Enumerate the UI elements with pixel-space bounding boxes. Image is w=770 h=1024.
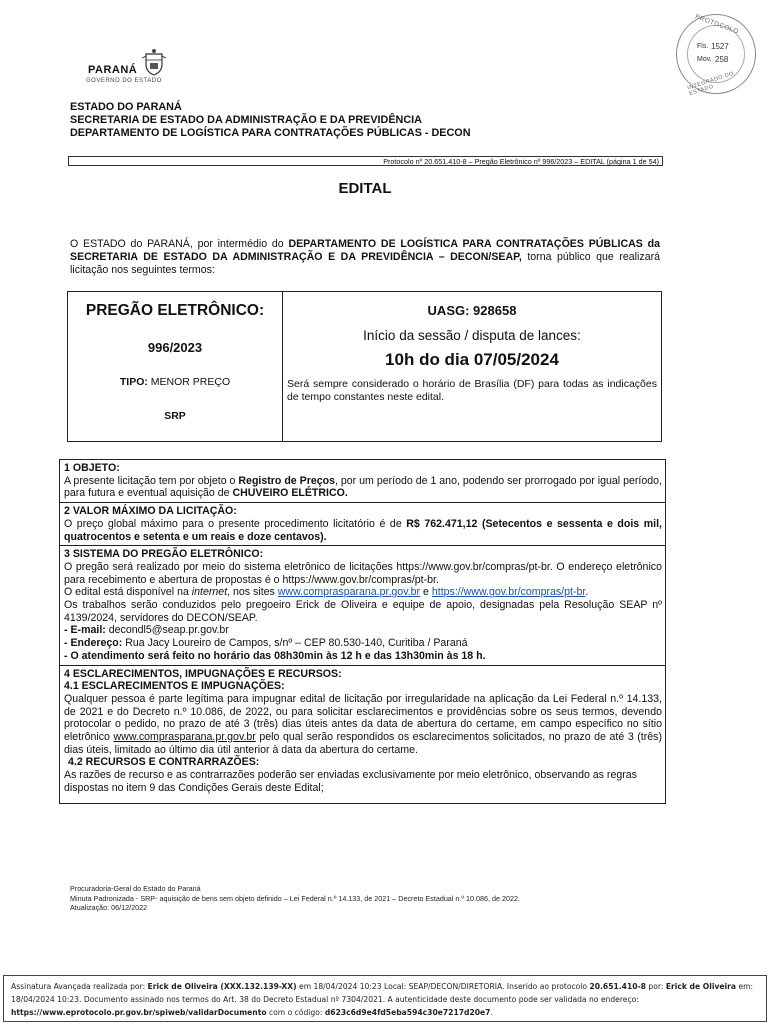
footer-line-3: Atualização: 06/12/2022 — [70, 903, 148, 913]
intro-paragraph — [70, 238, 660, 277]
sistema-paragraph-1: O pregão será realizado por meio do sistema eletrônico de licitações https://www.gov.br/compras/pt-br. O endereço eletrônico para recebimento e abertura de propostas é o https://www.gov.br/compras/pt-br. — [64, 560, 662, 586]
body-text: e — [420, 586, 432, 599]
intro-bold: DEPARTAMENTO DE LOGÍSTICA PARA CONTRATAÇÕES PÚBLICAS da SECRETARIA DE ESTADO DA ADMINISTRAÇÃO E DA PREVIDÊNCIA – DECON/SEAP, — [70, 238, 660, 263]
body-italic: internet — [191, 586, 228, 599]
subsection-title: 4.1 ESCLARECIMENTOS E IMPUGNAÇÕES: — [64, 680, 285, 693]
stamp-mov-value: 258 — [715, 55, 729, 64]
body-bold: Registro de Preços — [238, 474, 335, 487]
section-title: 4 ESCLARECIMENTOS, IMPUGNAÇÕES E RECURSOS: — [64, 667, 342, 680]
stamp-top-text: PROTOCOLO — [694, 13, 740, 36]
pregao-srp: SRP — [164, 410, 186, 422]
session-panel — [283, 292, 661, 441]
email-value: decondl5@seap.pr.gov.br — [105, 624, 229, 637]
validation-code: d623c6d9e4fd5eba594c30e7217d20e7 — [324, 1008, 491, 1017]
body-text: O preço global máximo para o presente procedimento licitatório é de — [64, 517, 407, 530]
pregao-title: PREGÃO ELETRÔNICO: — [85, 302, 265, 319]
sections-table — [59, 459, 666, 804]
protocol-stamp — [676, 13, 756, 98]
section-title: 3 SISTEMA DO PREGÃO ELETRÔNICO: — [64, 548, 264, 561]
body-text: pelo qual serão respondidos os esclarecimentos solicitados, no prazo de até 3 (três) dias úteis, limitado ao último dia útil anterior à data da abertura do certame. — [64, 731, 662, 756]
inserted-by: Erick de Oliveira — [665, 982, 737, 991]
sig-text: por: — [645, 982, 664, 991]
esclarecimentos-paragraph — [64, 693, 662, 757]
logo-subtitle: GOVERNO DO ESTADO — [86, 78, 162, 84]
session-start-label: Início da sessão / disputa de lances: — [363, 328, 581, 343]
sig-text: . — [490, 1008, 493, 1017]
header-line-state: ESTADO DO PARANÁ — [70, 101, 182, 113]
intro-text-2: torna público que realizará licitação nos seguintes termos: — [70, 251, 661, 276]
body-text: A presente licitação tem por objeto o — [64, 474, 239, 487]
timezone-note: Será sempre considerado o horário de Brasília (DF) para todas as indicações de tempo constantes neste edital. — [287, 378, 657, 403]
stamp-fls-value: 1527 — [711, 42, 729, 51]
section-title: 1 OBJETO: — [64, 462, 120, 474]
header-line-secretariat: SECRETARIA DE ESTADO DA ADMINISTRAÇÃO E DA PREVIDÊNCIA — [70, 114, 422, 126]
stamp-mov-label: Mov. — [697, 56, 712, 63]
subsection-title: 4.2 RECURSOS E CONTRARRAZÕES: — [68, 756, 260, 769]
body-text: O edital está disponível na — [64, 586, 192, 599]
section-objeto — [60, 460, 665, 503]
body-text: Qualquer pessoa é parte legítima para impugnar edital de licitação por irregularidade na aplicação da Lei Federal n.º 14.133, de 2021 e do Decreto n.º 10.086, de 2022, ou para solicitar esclarecimentos e providências sobre os seus termos, devendo protocolar o pedido, no prazo de até 3 (três) dias úteis antes da data de abertura do certame, em campo específico no sítio eletrônico — [64, 692, 662, 744]
office-hours: - O atendimento será feito no horário das 08h30min às 12 h e das 13h30min às 18 h. — [64, 649, 486, 662]
pregao-number: 996/2023 — [147, 340, 203, 355]
sig-text: em: 18/04/2024 10:23. Documento assinado nos termos do Art. 38 do Decreto Estadual nº 7304/2021. A autenticidade deste documento pode ser validada no endereço: — [11, 982, 754, 1004]
footer-line-2: Minuta Padronizada - SRP- aquisição de bens sem objeto definido – Lei Federal n.º 14.133, de 2021 – Decreto Estadual n.º 10.086, de 2022. — [70, 893, 520, 903]
uasg-code: UASG: 928658 — [427, 303, 517, 318]
sistema-paragraph-3: Os trabalhos serão conduzidos pelo pregoeiro Erick de Oliveira e equipe de apoio, designadas pela Resolução SEAP nº 4139/2024, servidores do DECON/SEAP. — [64, 599, 662, 624]
logo-wordmark: PARANÁ — [88, 64, 138, 76]
contact-email — [64, 624, 662, 637]
sistema-paragraph-2 — [64, 586, 662, 599]
document-header — [70, 101, 471, 140]
section-sistema — [60, 546, 665, 665]
coat-of-arms-icon — [142, 48, 166, 76]
parana-logo — [84, 44, 194, 88]
address-value: Rua Jacy Loureiro de Campos, s/nº – CEP 80.530-140, Curitiba / Paraná — [122, 637, 468, 650]
body-bold: CHUVEIRO ELÉTRICO. — [232, 487, 348, 500]
page-title: EDITAL — [338, 180, 392, 197]
email-label: - E-mail: — [64, 624, 106, 637]
pregao-tipo — [68, 376, 282, 388]
body-text: . — [585, 586, 589, 599]
section-body — [64, 475, 662, 500]
sig-text: com o código: — [266, 1008, 325, 1017]
address-label: - Endereço: — [64, 637, 123, 650]
header-line-department: DEPARTAMENTO DE LOGÍSTICA PARA CONTRATAÇÕES PÚBLICAS - DECON — [70, 127, 471, 139]
signer-name: Erick de Oliveira (XXX.132.139-XX) — [147, 982, 297, 991]
stamp-bottom-text: INTEGRADO DO ESTADO — [686, 70, 735, 98]
gov-compras-link[interactable]: https://www.gov.br/compras/pt-br — [431, 586, 586, 599]
body-text: , nos sites — [227, 586, 278, 599]
footer-line-1: Procuradoria-Geral do Estado do Paraná — [70, 884, 201, 893]
tipo-value: MENOR PREÇO — [147, 376, 231, 388]
sig-text: Assinatura Avançada realizada por: — [11, 982, 148, 991]
footer-note — [70, 884, 520, 913]
section-body — [64, 518, 662, 543]
protocol-line: Protocolo nº 20.651.410-8 – Pregão Eletrônico nº 996/2023 – EDITAL (página 1 de 54) — [68, 156, 663, 166]
comprasparana-link[interactable]: www.comprasparana.pr.gov.br — [113, 731, 256, 744]
section-valor-maximo — [60, 503, 665, 546]
signature-box — [3, 975, 767, 1022]
section-title: 2 VALOR MÁXIMO DA LICITAÇÃO: — [64, 505, 237, 518]
session-start-time: 10h do dia 07/05/2024 — [385, 350, 559, 369]
recursos-paragraph: As razões de recurso e as contrarrazões poderão ser enviadas exclusivamente por meio eletrônico, observando as regras dispostas no item 9 das Condições Gerais deste Edital; — [64, 769, 637, 794]
comprasparana-link[interactable]: www.comprasparana.pr.gov.br — [277, 586, 421, 599]
validation-url[interactable]: https://www.eprotocolo.pr.gov.br/spiweb/validarDocumento — [11, 1008, 267, 1017]
protocol-number: 20.651.410-8 — [589, 982, 646, 991]
body-text: , por um período de 1 ano, podendo ser prorrogado por igual período, para futura e eventual aquisição de — [64, 474, 662, 500]
contact-address — [64, 637, 662, 650]
tipo-label: TIPO: — [119, 376, 148, 388]
sig-text: em 18/04/2024 10:23 Local: SEAP/DECON/DIRETORIA. Inserido ao protocolo — [296, 982, 590, 991]
pregao-panel — [68, 292, 283, 441]
section-esclarecimentos — [60, 666, 665, 803]
intro-text-1: O ESTADO do PARANÁ, por intermédio do — [70, 238, 289, 250]
summary-box — [67, 291, 662, 442]
stamp-fls-label: Fls. — [697, 43, 709, 50]
body-bold: R$ 762.471,12 (Setecentos e sessenta e dois mil, quatrocentos e setenta e um reais e doze centavos). — [64, 517, 662, 543]
